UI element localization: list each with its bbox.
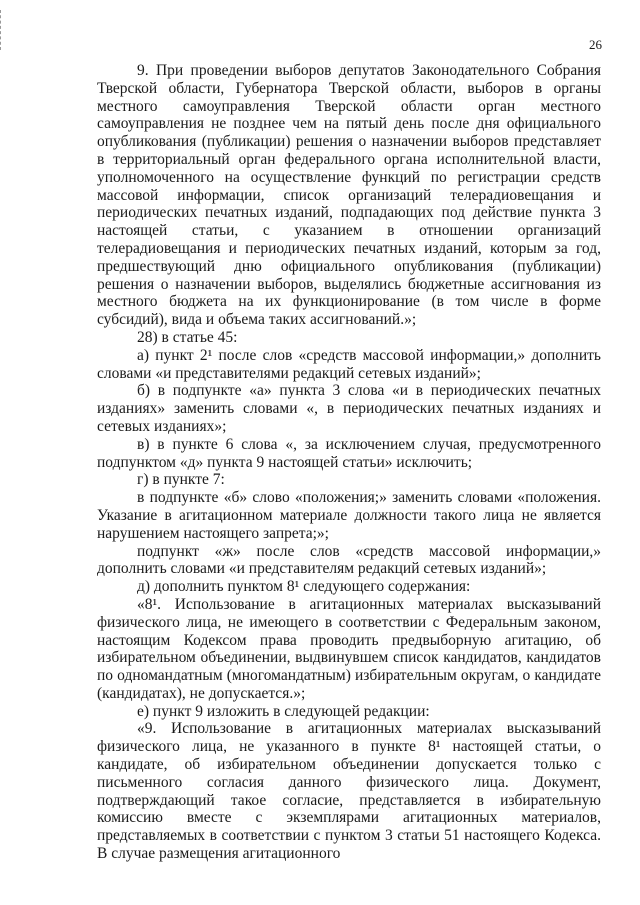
paragraph-v: в) в пункте 6 слова «, за исключением случая, предусмотренного подпунктом «д» пункта 9 настоящей статьи» исключить; — [97, 435, 601, 471]
paragraph-a: а) пункт 2¹ после слов «средств массовой информации,» дополнить словами «и представителями редакций сетевых изданий»; — [97, 346, 601, 382]
paragraph-b: б) в подпункте «а» пункта 3 слова «и в периодических печатных изданиях» заменить словами «, в периодических печатных изданиях и сетевых изданиях»; — [97, 382, 601, 435]
scan-edge-mark — [0, 10, 3, 50]
paragraph-g-sub-b: в подпункте «б» слово «положения;» заменить словами «положения. Указание в агитационном материале должности такого лица не является нарушением настоящего запрета;»; — [97, 489, 601, 542]
paragraph-28: 28) в статье 45: — [137, 328, 238, 346]
paragraph-g: г) в пункте 7: — [137, 471, 225, 489]
paragraph-e: е) пункт 9 изложить в следующей редакции: — [137, 702, 430, 720]
paragraph-g-sub-zh: подпункт «ж» после слов «средств массовой информации,» дополнить словами «и представителям редакций сетевых изданий»; — [97, 542, 601, 578]
paragraph-9-new: «9. Использование в агитационных материалах высказываний физического лица, не указанного в пункте 8¹ настоящей статьи, о кандидате, об избирательном объединении допускается только с письменного согласия данного физического лица. Документ, подтверждающий такое согласие, представляется в избирательную комиссию вместе с экземплярами агитационных материалов, представляемых в соответствии с пунктом 3 статьи 51 настоящего Кодекса. В случае размещения агитационного — [97, 720, 601, 863]
paragraph-9: 9. При проведении выборов депутатов Законодательного Собрания Тверской области, Губернатора Тверской области, выборов в органы местного самоуправления Тверской области орган местного самоуправления не позднее чем на пятый день после дня официального опубликования (публикации) решения о назначении выборов представляет в территориальный орган федерального органа исполнительной власти, уполномоченного на осуществление функций по регистрации средств массовой информации, список организаций телерадиовещания и периодических печатных изданий, подпадающих под действие пункта 3 настоящей статьи, с указанием в отношении организаций телерадиовещания и периодических печатных изданий, которым за год, предшествующий дню официального опубликования (публикации) решения о назначении выборов, выделялись бюджетные ассигнования из местного бюджета на их функционирование (в том числе в форме субсидий), вида и объема таких ассигнований.»; — [97, 62, 601, 329]
page-number: 26 — [589, 37, 602, 52]
paragraph-d: д) дополнить пунктом 8¹ следующего содержания: — [137, 578, 471, 596]
document-body — [97, 62, 601, 863]
paragraph-8-1: «8¹. Использование в агитационных материалах высказываний физического лица, не имеющего в соответствии с Федеральным законом, настоящим Кодексом права проводить предвыборную агитацию, об избирательном объединении, выдвинувшем список кандидатов, кандидатов по одномандатным (многомандатным) избирательным округам, о кандидате (кандидатах), не допускается.»; — [97, 595, 601, 702]
